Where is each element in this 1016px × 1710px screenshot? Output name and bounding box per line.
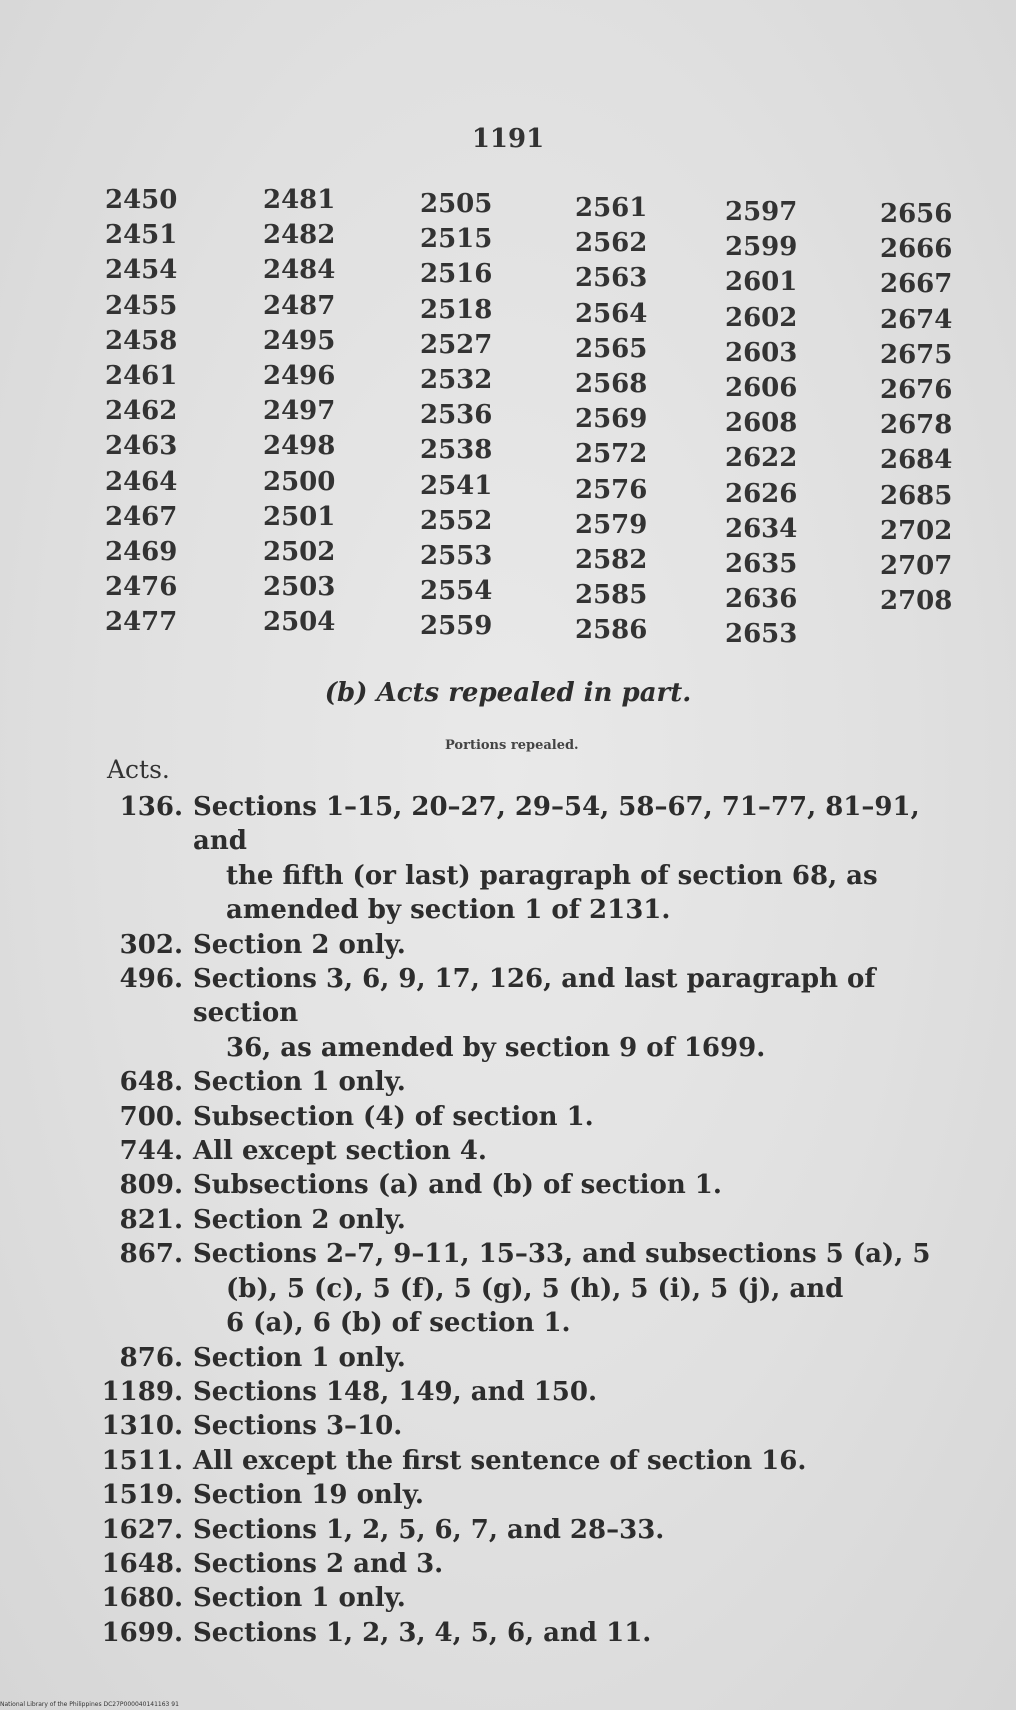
act-entry-text: Section 1 only. — [193, 1583, 406, 1614]
act-number: 2667 — [880, 269, 953, 300]
act-number: 2497 — [263, 396, 336, 427]
act-entry-number: 496. — [119, 964, 183, 995]
act-number: 2708 — [880, 586, 953, 617]
act-entry-number: 1680. — [101, 1583, 183, 1614]
act-entry-text: Section 2 only. — [193, 1204, 406, 1235]
act-number: 2562 — [575, 228, 648, 259]
number-column-4 — [575, 191, 685, 649]
act-entry-text: Section 19 only. — [193, 1480, 424, 1511]
act-number: 2481 — [263, 185, 336, 215]
act-number: 2467 — [105, 501, 178, 532]
number-column-5 — [725, 195, 835, 653]
act-number: 2579 — [575, 509, 648, 540]
act-entry-number: 302. — [119, 929, 183, 960]
act-number: 2561 — [575, 193, 648, 223]
number-column-2 — [263, 183, 373, 641]
act-entry-text-continuation: (b), 5 (c), 5 (f), 5 (g), 5 (h), 5 (i), 5 (j), and — [226, 1273, 844, 1304]
act-number: 2450 — [105, 185, 178, 215]
act-number: 2501 — [263, 501, 336, 532]
act-entry-number: 867. — [119, 1239, 183, 1270]
act-number: 2463 — [105, 431, 178, 462]
act-number: 2536 — [420, 400, 493, 431]
act-entry-text: Sections 3, 6, 9, 17, 126, and last paragraph of section — [193, 964, 876, 1029]
act-number: 2502 — [263, 537, 336, 568]
act-entry — [95, 790, 945, 928]
act-number: 2541 — [420, 470, 493, 501]
act-entry-number: 1310. — [101, 1411, 183, 1442]
act-number: 2495 — [263, 325, 336, 356]
act-number: 2516 — [420, 259, 493, 290]
column-note: Portions repealed. — [445, 738, 579, 753]
act-number: 2477 — [105, 607, 178, 638]
number-column-3 — [420, 187, 530, 645]
number-column-6 — [880, 197, 990, 619]
act-entry-text: Section 1 only. — [193, 1342, 406, 1373]
act-number: 2482 — [263, 220, 336, 251]
act-number: 2461 — [105, 361, 178, 392]
section-subheading: (b) Acts repealed in part. — [324, 678, 692, 708]
act-number: 2597 — [725, 197, 798, 227]
act-number: 2685 — [880, 480, 953, 511]
act-number: 2576 — [575, 474, 648, 505]
act-number: 2484 — [263, 255, 336, 286]
act-entry — [95, 1375, 945, 1409]
act-entry-text: Sections 2 and 3. — [193, 1548, 444, 1579]
act-entry — [95, 1444, 945, 1478]
act-number: 2569 — [575, 404, 648, 435]
act-number: 2666 — [880, 234, 953, 265]
act-number: 2653 — [725, 619, 798, 650]
act-entry-number: 876. — [119, 1342, 183, 1373]
act-entry-number: 1511. — [101, 1445, 183, 1476]
act-number: 2608 — [725, 408, 798, 439]
act-number: 2464 — [105, 466, 178, 497]
act-number: 2500 — [263, 466, 336, 497]
act-number: 2634 — [725, 513, 798, 544]
act-entry — [95, 928, 945, 962]
act-number: 2487 — [263, 290, 336, 321]
act-entry-number: 821. — [119, 1204, 183, 1235]
act-number: 2515 — [420, 224, 493, 255]
page-number: 1191 — [471, 124, 545, 154]
act-entry-text: All except section 4. — [193, 1136, 487, 1167]
act-number: 2532 — [420, 365, 493, 396]
act-entry-text: Sections 1, 2, 5, 6, 7, and 28–33. — [193, 1514, 665, 1545]
act-entry-text-continuation: 6 (a), 6 (b) of section 1. — [226, 1308, 571, 1339]
act-number: 2572 — [575, 439, 648, 470]
act-number: 2675 — [880, 339, 953, 370]
act-number: 2498 — [263, 431, 336, 462]
act-number: 2527 — [420, 329, 493, 360]
act-number: 2601 — [725, 267, 798, 298]
act-entry-text-continuation: amended by section 1 of 2131. — [226, 895, 671, 926]
act-entry-number: 648. — [119, 1067, 183, 1098]
act-entry-number: 1648. — [101, 1548, 183, 1579]
act-entry-text: Sections 1, 2, 3, 4, 5, 6, and 11. — [193, 1617, 652, 1648]
act-entry-number: 1189. — [101, 1376, 183, 1407]
act-entry — [95, 1616, 945, 1650]
repealed-acts-number-grid — [100, 183, 960, 650]
act-number: 2553 — [420, 541, 493, 572]
act-number: 2656 — [880, 199, 953, 229]
act-number: 2603 — [725, 337, 798, 368]
act-entry-number: 136. — [119, 792, 183, 822]
act-number: 2496 — [263, 361, 336, 392]
act-entry-text-continuation: 36, as amended by section 9 of 1699. — [226, 1032, 766, 1063]
act-entry — [95, 1168, 945, 1202]
act-number: 2552 — [420, 505, 493, 536]
footer-credit: National Library of the Philippines DC27P000040141163 91 — [0, 1701, 179, 1708]
act-number: 2476 — [105, 572, 178, 603]
act-number: 2582 — [575, 545, 648, 576]
act-entry-text: All except the first sentence of section 16. — [193, 1445, 807, 1476]
act-entry-text: Subsection (4) of section 1. — [193, 1101, 594, 1132]
act-number: 2606 — [725, 373, 798, 404]
act-number: 2559 — [420, 611, 493, 642]
act-number: 2458 — [105, 325, 178, 356]
act-entry — [95, 962, 945, 1065]
act-number: 2454 — [105, 255, 178, 286]
act-number: 2707 — [880, 551, 953, 582]
act-number: 2554 — [420, 576, 493, 607]
act-number: 2585 — [575, 580, 648, 611]
act-entry-text: Sections 3–10. — [193, 1411, 403, 1442]
act-entry-text: Sections 2–7, 9–11, 15–33, and subsections 5 (a), 5 — [193, 1239, 931, 1270]
act-number: 2451 — [105, 220, 178, 251]
act-number: 2599 — [725, 232, 798, 263]
act-number: 2505 — [420, 189, 493, 219]
act-entry-number: 1699. — [101, 1617, 183, 1648]
act-entry — [95, 1100, 945, 1134]
act-number: 2676 — [880, 375, 953, 406]
act-number: 2503 — [263, 572, 336, 603]
act-entry-number: 700. — [119, 1101, 183, 1132]
act-number: 2636 — [725, 584, 798, 615]
act-entry-text: Section 2 only. — [193, 929, 406, 960]
act-number: 2462 — [105, 396, 178, 427]
acts-repealed-in-part-list — [95, 790, 945, 1650]
act-number: 2678 — [880, 410, 953, 441]
act-entry — [95, 1409, 945, 1443]
act-number: 2602 — [725, 302, 798, 333]
act-entry-number: 744. — [119, 1136, 183, 1167]
act-entry-text: Sections 1–15, 20–27, 29–54, 58–67, 71–77, 81–91, and — [193, 792, 920, 857]
act-number: 2538 — [420, 435, 493, 466]
act-number: 2518 — [420, 294, 493, 325]
act-entry-number: 809. — [119, 1170, 183, 1201]
act-entry — [95, 1478, 945, 1512]
act-number: 2684 — [880, 445, 953, 476]
act-entry — [95, 1581, 945, 1615]
act-entry-text-continuation: the fifth (or last) paragraph of section 68, as — [226, 860, 878, 891]
act-entry-number: 1627. — [101, 1514, 183, 1545]
act-number: 2702 — [880, 515, 953, 546]
act-entry — [95, 1341, 945, 1375]
act-entry-text: Subsections (a) and (b) of section 1. — [193, 1170, 722, 1201]
act-number: 2635 — [725, 549, 798, 580]
act-number: 2564 — [575, 298, 648, 329]
act-number: 2626 — [725, 478, 798, 509]
act-number: 2563 — [575, 263, 648, 294]
number-column-1 — [105, 183, 215, 641]
act-entry — [95, 1065, 945, 1099]
act-entry-number: 1519. — [101, 1480, 183, 1511]
act-entry — [95, 1203, 945, 1237]
act-number: 2674 — [880, 304, 953, 335]
act-entry — [95, 1134, 945, 1168]
acts-label: Acts. — [107, 755, 170, 784]
act-number: 2622 — [725, 443, 798, 474]
act-number: 2586 — [575, 615, 648, 646]
act-number: 2469 — [105, 537, 178, 568]
act-number: 2455 — [105, 290, 178, 321]
act-entry — [95, 1547, 945, 1581]
act-entry — [95, 1513, 945, 1547]
act-number: 2568 — [575, 369, 648, 400]
act-entry — [95, 1237, 945, 1340]
act-entry-text: Section 1 only. — [193, 1067, 406, 1098]
act-number: 2565 — [575, 333, 648, 364]
act-entry-text: Sections 148, 149, and 150. — [193, 1376, 598, 1407]
act-number: 2504 — [263, 607, 336, 638]
